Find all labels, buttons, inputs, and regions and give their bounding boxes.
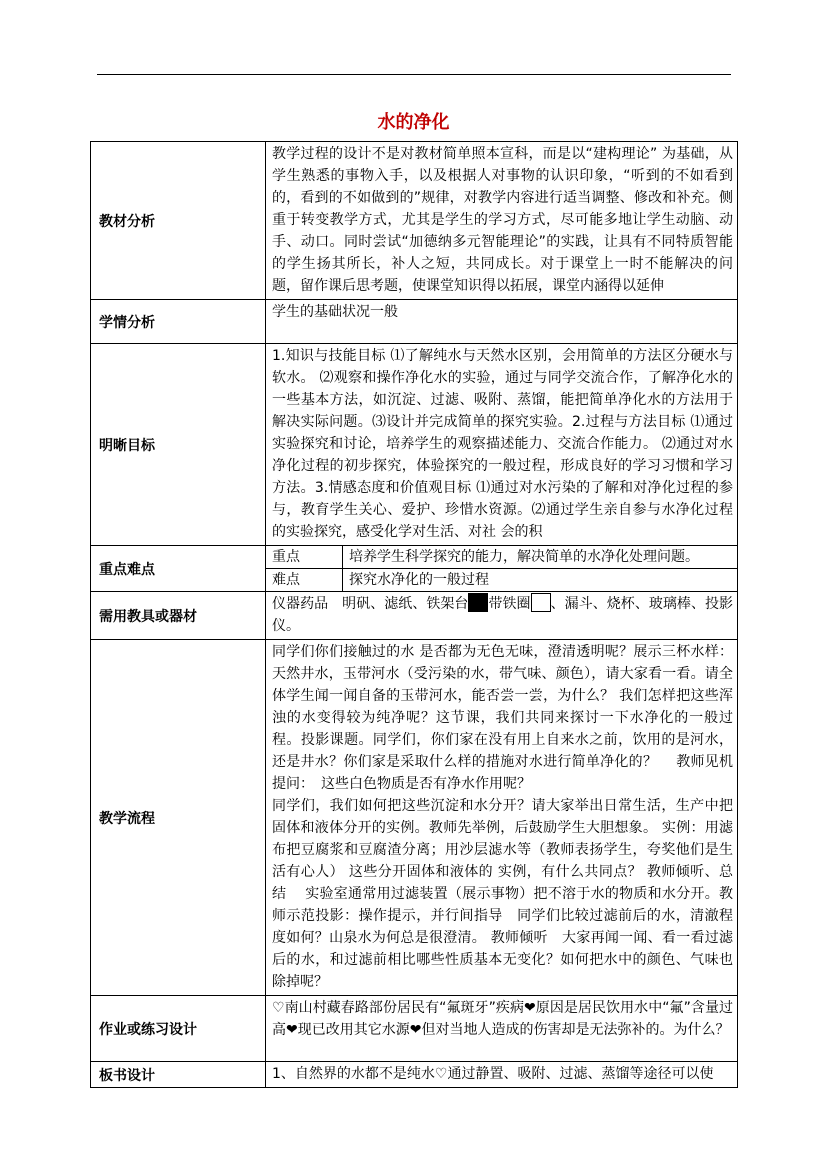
key-point-label: 重点 — [266, 546, 343, 569]
table-row-board-design — [91, 1062, 738, 1088]
row-label: 重点难点 — [91, 546, 266, 592]
row-content: 1、自然界的水都不是纯水♡通过静置、吸附、过滤、蒸馏等途径可以使 — [266, 1062, 738, 1088]
page-title: 水的净化 — [377, 112, 450, 133]
row-content — [266, 592, 738, 640]
equipment-text-mid: 带铁圈 — [488, 596, 531, 612]
equipment-text-end: 、漏斗、烧杯、玻璃棒、投影仪。 — [272, 596, 734, 634]
row-label: 作业或练习设计 — [91, 996, 266, 1062]
header-rule — [97, 74, 731, 75]
key-difficult-subtable — [266, 546, 737, 591]
table-row-teaching-process — [91, 640, 738, 996]
table-row-key-difficult — [91, 546, 738, 592]
empty-square-glyph — [531, 593, 551, 612]
row-label: 教材分析 — [91, 142, 266, 300]
row-label: 需用教具或器材 — [91, 592, 266, 640]
table-row-objectives — [91, 344, 738, 546]
row-label: 教学流程 — [91, 640, 266, 996]
row-content: 教学过程的设计不是对教材简单照本宣科，而是以“建构理论” 为基础，从学生熟悉的事物入手，以及根据人对事物的认识印象，“听到的不如看到的，看到的不如做到的”规律，对教学内容进行适当调整、修改和补充。侧重于转变教学方式，尤其是学生的学习方式，尽可能多地让学生动脑、动手、动口。同时尝试“加德纳多元智能理论”的实践，让具有不同特质智能的学生扬其所长，补人之短，共同成长。对于课堂上一时不能解决的问题，留作课后思考题，使课堂知识得以拓展，课堂内涵得以延伸 — [266, 142, 738, 300]
row-content: 1.知识与技能目标 ⑴了解纯水与天然水区别，会用简单的方法区分硬水与软水。 ⑵观察和操作净化水的实验，通过与同学交流合作，了解净化水的一些基本方法，如沉淀、过滤、吸附、蒸馏，能把简单净化水的方法用于解决实际问题。⑶设计并完成简单的探究实验。2.过程与方法目标 ⑴通过实验探究和讨论，培养学生的观察描述能力、交流合作能力。 ⑵通过对水净化过程的初步探究，体验探究的一般过程，形成良好的学习习惯和学习方法。3.情感态度和价值观目标 ⑴通过对水污染的了解和对净化过程的参与，教育学生关心、爱护、珍惜水资源。⑵通过学生亲自参与水净化过程的实验探究，感受化学对生活、对社 会的积 — [266, 344, 738, 546]
black-square-glyph — [468, 593, 488, 612]
difficult-point-label: 难点 — [266, 569, 343, 592]
row-content: 同学们你们接触过的水 是否都为无色无味，澄清透明呢？展示三杯水样：天然井水，玉带河水（受污染的水，带气味、颜色），请大家看一看。请全体学生闻一闻自备的玉带河水，能否尝一尝，为什么？ 我们怎样把这些浑浊的水变得较为纯净呢？这节课，我们共同来探讨一下水净化的一般过程。投影课题。同学们，你们家在没有用上自来水之前，饮用的是河水，还是井水？你们家是采取什么样的措施对水进行简单净化的？ 教师见机提问： 这些白色物质是否有净水作用呢？ 同学们，我们如何把这些沉淀和水分开？请大家举出日常生活，生产中把固体和液体分开的实例。教师先举例，后鼓励学生大胆想象。 实例：用滤布把豆腐浆和豆腐渣分离；用沙层滤水等（教师表扬学生，夸奖他们是生活有心人） 这些分开固体和液体的 实例，有什么共同点？ 教师倾听、总结 实验室通常用过滤装置（展示事物）把不溶于水的物质和水分开。教师示范投影：操作提示，并行间指导 同学们比较过滤前后的水，清澈程度如何？山泉水为何总是很澄清。 教师倾听 大家再闻一闻、看一看过滤后的水，和过滤前相比哪些性质基本无变化？如何把水中的颜色、气味也除掉呢？ — [266, 640, 738, 996]
row-content — [266, 546, 738, 592]
row-label: 明晰目标 — [91, 344, 266, 546]
row-label: 学情分析 — [91, 300, 266, 344]
row-content: 学生的基础状况一般 — [266, 300, 738, 344]
table-row-equipment — [91, 592, 738, 640]
table-row-material-analysis — [91, 142, 738, 300]
lesson-plan-table — [90, 141, 738, 1088]
equipment-text-start: 仪器药品 明矾、滤纸、铁架台 — [272, 596, 469, 612]
row-label: 板书设计 — [91, 1062, 266, 1088]
table-row-student-analysis — [91, 300, 738, 344]
difficult-point-text: 探究水净化的一般过程 — [349, 572, 489, 588]
key-point-text: 培养学生科学探究的能力，解决简单的水净化处理问题。 — [343, 546, 738, 569]
row-content: ♡南山村藏春路部份居民有“氟斑牙”疾病❤原因是居民饮用水中“氟”含量过高❤现已改用其它水源❤但对当地人造成的伤害却是无法弥补的。为什么？ — [266, 996, 738, 1062]
table-row-homework — [91, 996, 738, 1062]
